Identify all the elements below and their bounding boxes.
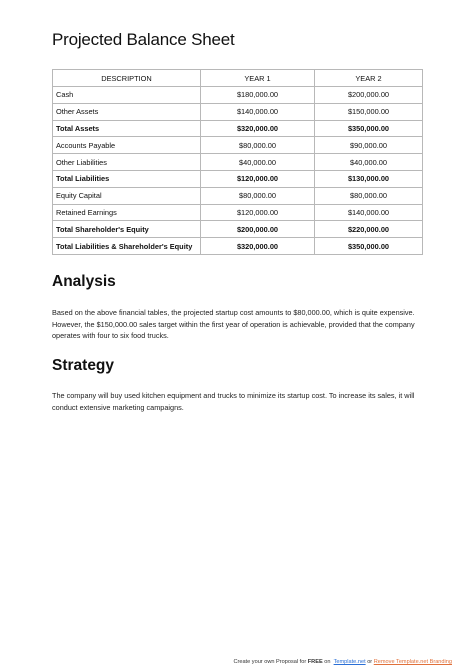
year-1-value: $140,000.00 [201, 103, 315, 120]
balance-sheet-table [52, 69, 423, 255]
table-row-total [53, 120, 423, 137]
footer-branding [233, 659, 452, 665]
row-label: Total Liabilities & Shareholder's Equity [53, 238, 201, 255]
footer-prefix: Create your own Proposal for [233, 659, 307, 665]
year-2-value: $150,000.00 [315, 103, 423, 120]
year-1-value: $40,000.00 [201, 154, 315, 171]
year-2-value: $140,000.00 [315, 204, 423, 221]
year-1-value: $80,000.00 [201, 137, 315, 154]
footer-on-label: on [324, 659, 331, 665]
year-1-value: $120,000.00 [201, 204, 315, 221]
row-label: Equity Capital [53, 187, 201, 204]
year-2-value: $80,000.00 [315, 187, 423, 204]
year-1-value: $180,000.00 [201, 87, 315, 104]
table-row [53, 154, 423, 171]
table-row-total [53, 238, 423, 255]
table-row [53, 137, 423, 154]
row-label: Total Assets [53, 120, 201, 137]
year-2-value: $220,000.00 [315, 221, 423, 238]
year-2-value: $40,000.00 [315, 154, 423, 171]
table-row [53, 187, 423, 204]
table-row [53, 103, 423, 120]
table-row [53, 87, 423, 104]
remove-branding-link[interactable]: Remove Template.net Branding [373, 659, 452, 665]
row-label: Retained Earnings [53, 204, 201, 221]
table-row-total [53, 221, 423, 238]
row-label: Other Liabilities [53, 154, 201, 171]
year-2-value: $350,000.00 [315, 238, 423, 255]
footer-free-label: FREE [307, 659, 323, 665]
strategy-heading: Strategy [52, 357, 115, 374]
template-net-link[interactable]: Template.net [333, 659, 366, 665]
table-row [53, 204, 423, 221]
analysis-heading: Analysis [52, 273, 116, 290]
year-1-value: $320,000.00 [201, 120, 315, 137]
row-label: Cash [53, 87, 201, 104]
year-2-value: $200,000.00 [315, 87, 423, 104]
strategy-paragraph: The company will buy used kitchen equipment and trucks to minimize its startup cost. To increase its sales, it will conduct extensive marketing campaigns. [52, 391, 415, 412]
row-label: Total Liabilities [53, 170, 201, 187]
table-row-total [53, 170, 423, 187]
year-2-value: $350,000.00 [315, 120, 423, 137]
column-header-year-1: YEAR 1 [201, 70, 315, 87]
year-1-value: $80,000.00 [201, 187, 315, 204]
year-1-value: $120,000.00 [201, 170, 315, 187]
year-1-value: $320,000.00 [201, 238, 315, 255]
column-header-year-2: YEAR 2 [315, 70, 423, 87]
footer-or-label: or [367, 659, 373, 665]
column-header-description: DESCRIPTION [53, 70, 201, 87]
year-2-value: $130,000.00 [315, 170, 423, 187]
analysis-paragraph: Based on the above financial tables, the projected startup cost amounts to $80,000.00, which is quite expensive. However, the $150,000.00 sales target within the first year of operation is achievable, provided that the company operates with four to six food trucks. [52, 308, 415, 341]
row-label: Accounts Payable [53, 137, 201, 154]
table-header-row [53, 70, 423, 87]
row-label: Other Assets [53, 103, 201, 120]
year-2-value: $90,000.00 [315, 137, 423, 154]
row-label: Total Shareholder's Equity [53, 221, 201, 238]
page-title: Projected Balance Sheet [52, 30, 235, 49]
year-1-value: $200,000.00 [201, 221, 315, 238]
